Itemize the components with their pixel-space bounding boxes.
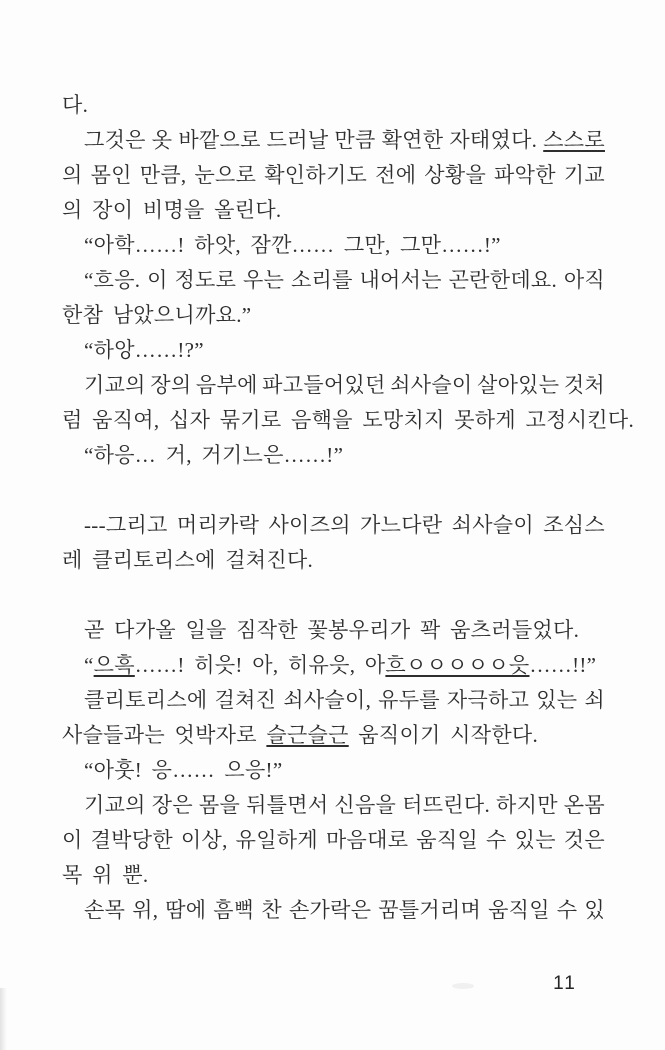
word: [91, 823, 173, 858]
text-segment: 쇠사슬이,: [283, 688, 372, 712]
word: [213, 893, 254, 928]
word: [360, 508, 442, 543]
text-segment: “: [84, 653, 94, 677]
word: [449, 123, 537, 158]
text-segment: 꿈틀거리며: [378, 898, 482, 922]
text-segment: 우는: [243, 268, 285, 292]
text-segment: 몸인: [90, 163, 132, 187]
text-segment: 레 클리토리스에 걸쳐진다.: [62, 548, 314, 572]
text-line: [62, 193, 605, 228]
text-line: [62, 753, 605, 788]
word: [291, 263, 353, 298]
text-segment: 곤란한데요.: [448, 268, 558, 292]
word: [215, 683, 277, 718]
word: [132, 893, 158, 928]
text-segment: 정도로: [174, 268, 237, 292]
text-line: [62, 788, 605, 823]
text-line: [62, 158, 605, 193]
word: [334, 788, 396, 823]
text-segment: 수: [556, 898, 578, 922]
text-segment: 하지만: [496, 793, 558, 817]
text-line: [62, 718, 605, 753]
text-segment: 살아있는: [476, 373, 560, 397]
text-segment: 드러날: [266, 128, 329, 152]
word: [84, 368, 146, 403]
text-segment: 뒤틀면서: [246, 793, 329, 817]
text-segment: 그것은: [84, 128, 146, 152]
text-line: [62, 123, 605, 158]
text-segment: 손목: [84, 898, 126, 922]
word: [564, 158, 605, 193]
word: [289, 893, 371, 928]
word: [84, 508, 168, 543]
word: [496, 788, 558, 823]
word: [236, 823, 318, 858]
text-segment: 상황을: [424, 163, 487, 187]
text-segment: 땀에: [165, 898, 207, 922]
text-segment: 소리를: [290, 268, 353, 292]
word: [174, 263, 236, 298]
text-segment: 확연한: [381, 128, 444, 152]
text-line: [62, 368, 605, 403]
text-segment: 움직일: [416, 828, 479, 852]
text-segment: 결박당한: [90, 828, 173, 852]
text-segment: ……!!”: [529, 653, 597, 677]
text-segment: 기교의: [84, 793, 146, 817]
word: [486, 823, 507, 858]
word: [181, 823, 228, 858]
text-segment: “하응… 거, 거기느은……!”: [84, 443, 344, 467]
underlined-text-segment: 스스로: [543, 128, 605, 152]
word: [62, 823, 83, 858]
word: [84, 123, 146, 158]
text-segment: 것은: [563, 828, 605, 852]
text-segment: 마음대로: [325, 828, 409, 852]
word: [140, 158, 187, 193]
text-segment: 손가락은: [288, 898, 372, 922]
word: [452, 508, 534, 543]
text-segment: 목 위 뿐.: [62, 863, 149, 887]
word: [564, 263, 605, 298]
text-segment: 위,: [132, 898, 159, 922]
text-segment: 온몸: [563, 793, 605, 817]
word: [267, 123, 329, 158]
text-segment: 사이즈의: [268, 513, 351, 537]
word: [264, 158, 367, 193]
text-segment: “하앙……!?”: [84, 338, 204, 362]
word: [152, 123, 173, 158]
word: [334, 123, 375, 158]
word: [178, 123, 260, 158]
word: [536, 683, 577, 718]
text-segment: 것처: [563, 373, 605, 397]
text-segment: 쇠사슬이: [390, 373, 473, 397]
text-segment: 곧 다가올 일을 짐작한 꽃봉우리가 꽉 움츠러들었다.: [84, 618, 580, 642]
text-segment: 신음을: [334, 793, 397, 817]
text-segment: “아훗! 응…… 으응!”: [84, 758, 283, 782]
word: [557, 893, 578, 928]
body-text: [62, 88, 635, 928]
text-segment: 머리카락: [176, 513, 260, 537]
underlined-text-segment: 슬근슬근: [266, 723, 349, 747]
text-segment: 몸을: [198, 793, 241, 817]
word: [543, 123, 605, 158]
text-segment: 흠뻑: [213, 898, 255, 922]
word: [243, 263, 284, 298]
word: [84, 683, 208, 718]
text-segment: 장의: [150, 373, 192, 397]
word: [375, 158, 416, 193]
word: [194, 158, 256, 193]
text-segment: 쇠: [584, 688, 605, 712]
text-segment: 있: [584, 898, 605, 922]
word: [564, 368, 605, 403]
text-segment: 있는: [514, 828, 556, 852]
word: [416, 823, 478, 858]
word: [494, 158, 556, 193]
text-segment: “아학……! 하앗, 잠깐…… 그만, 그만……!”: [84, 233, 501, 257]
word: [246, 788, 328, 823]
text-segment: ---그리고: [84, 513, 168, 537]
text-line: [62, 88, 605, 123]
word: [543, 508, 605, 543]
word: [390, 368, 472, 403]
scan-edge-shadow: [0, 988, 7, 1050]
word: [262, 368, 386, 403]
word: [378, 683, 440, 718]
text-segment: 수: [486, 828, 507, 852]
word: [564, 823, 605, 858]
text-segment: 가느다란: [360, 513, 443, 537]
text-segment: 찬: [261, 898, 282, 922]
text-segment: 옷: [151, 128, 173, 152]
text-segment: 전에: [375, 163, 417, 187]
word: [84, 893, 125, 928]
text-segment: 기교의: [84, 373, 146, 397]
text-segment: 이상,: [180, 828, 228, 852]
text-segment: 쇠사슬이: [451, 513, 534, 537]
text-segment: 조심스: [543, 513, 605, 537]
word: [424, 158, 486, 193]
word: [147, 263, 168, 298]
text-segment: 만큼,: [139, 163, 187, 187]
word: [584, 683, 605, 718]
word: [359, 263, 441, 298]
word: [165, 893, 206, 928]
word: [402, 788, 490, 823]
word: [488, 893, 550, 928]
text-segment: 음부에: [195, 373, 258, 397]
text-line: [62, 263, 605, 298]
text-line: [62, 648, 605, 683]
text-segment: 파고들어있던: [262, 373, 386, 397]
word: [177, 508, 259, 543]
word: [326, 823, 408, 858]
text-segment: 파악한: [494, 163, 556, 187]
text-segment: 터뜨린다.: [402, 793, 491, 817]
word: [62, 158, 83, 193]
word: [477, 368, 559, 403]
text-line: [62, 893, 605, 928]
text-segment: 기교: [563, 163, 605, 187]
text-line: [62, 613, 605, 648]
text-segment: 자태였다.: [449, 128, 538, 152]
text-line: [62, 298, 605, 333]
text-segment: 확인하기도: [264, 163, 368, 187]
text-line: [62, 508, 605, 543]
text-line: [62, 823, 605, 858]
page-number: 11: [553, 973, 577, 994]
word: [382, 123, 444, 158]
text-segment: 장은: [151, 793, 193, 817]
word: [84, 788, 146, 823]
text-segment: 의: [62, 163, 83, 187]
word: [91, 158, 132, 193]
text-line: [62, 228, 605, 263]
text-segment: 바깥으로: [178, 128, 261, 152]
word: [152, 788, 193, 823]
text-segment: 있는: [536, 688, 578, 712]
text-segment: 이: [62, 828, 83, 852]
word: [199, 788, 240, 823]
text-segment: 다.: [62, 93, 89, 117]
text-segment: ……! 히읏! 아, 히유읏, 아: [134, 653, 386, 677]
word: [150, 368, 191, 403]
text-line: [62, 333, 605, 368]
text-line: [62, 858, 605, 893]
word: [283, 683, 371, 718]
blank-line: [62, 473, 605, 508]
text-segment: 럼 움직여, 십자 묶기로 음핵을 도망치지 못하게 고정시킨다.: [62, 408, 635, 432]
word: [196, 368, 258, 403]
word: [564, 788, 605, 823]
text-segment: 이: [147, 268, 168, 292]
word: [584, 893, 605, 928]
text-segment: 의 장이 비명을 올린다.: [62, 198, 282, 222]
text-segment: 사슬들과는 엇박자로: [62, 723, 267, 747]
text-segment: 움직일: [488, 898, 550, 922]
text-segment: 유일하게: [235, 828, 318, 852]
text-line: [62, 543, 605, 578]
word: [449, 263, 557, 298]
text-line: [62, 683, 605, 718]
word: [261, 893, 282, 928]
text-segment: 눈으로: [194, 163, 257, 187]
word: [378, 893, 481, 928]
blank-line: [62, 578, 605, 613]
underlined-text-segment: 흐ㅇㅇㅇㅇㅇ읏: [385, 653, 530, 677]
text-line: [62, 438, 605, 473]
underlined-text-segment: 으흑: [93, 653, 135, 677]
text-segment: 움직이기 시작한다.: [348, 723, 539, 747]
text-line: [62, 403, 635, 438]
text-segment: “흐응.: [84, 268, 141, 292]
word: [515, 823, 556, 858]
text-segment: 내어서는: [359, 268, 442, 292]
word: [268, 508, 350, 543]
text-segment: 유두를: [378, 688, 440, 712]
text-segment: 클리토리스에: [84, 688, 208, 712]
text-segment: 만큼: [334, 128, 376, 152]
text-segment: 한참 남았으니까요.”: [62, 303, 252, 327]
word: [447, 683, 529, 718]
text-segment: 자극하고: [446, 688, 530, 712]
scan-smudge: [452, 983, 474, 989]
word: [84, 263, 140, 298]
text-segment: 아직: [563, 268, 605, 292]
text-segment: 걸쳐진: [214, 688, 277, 712]
